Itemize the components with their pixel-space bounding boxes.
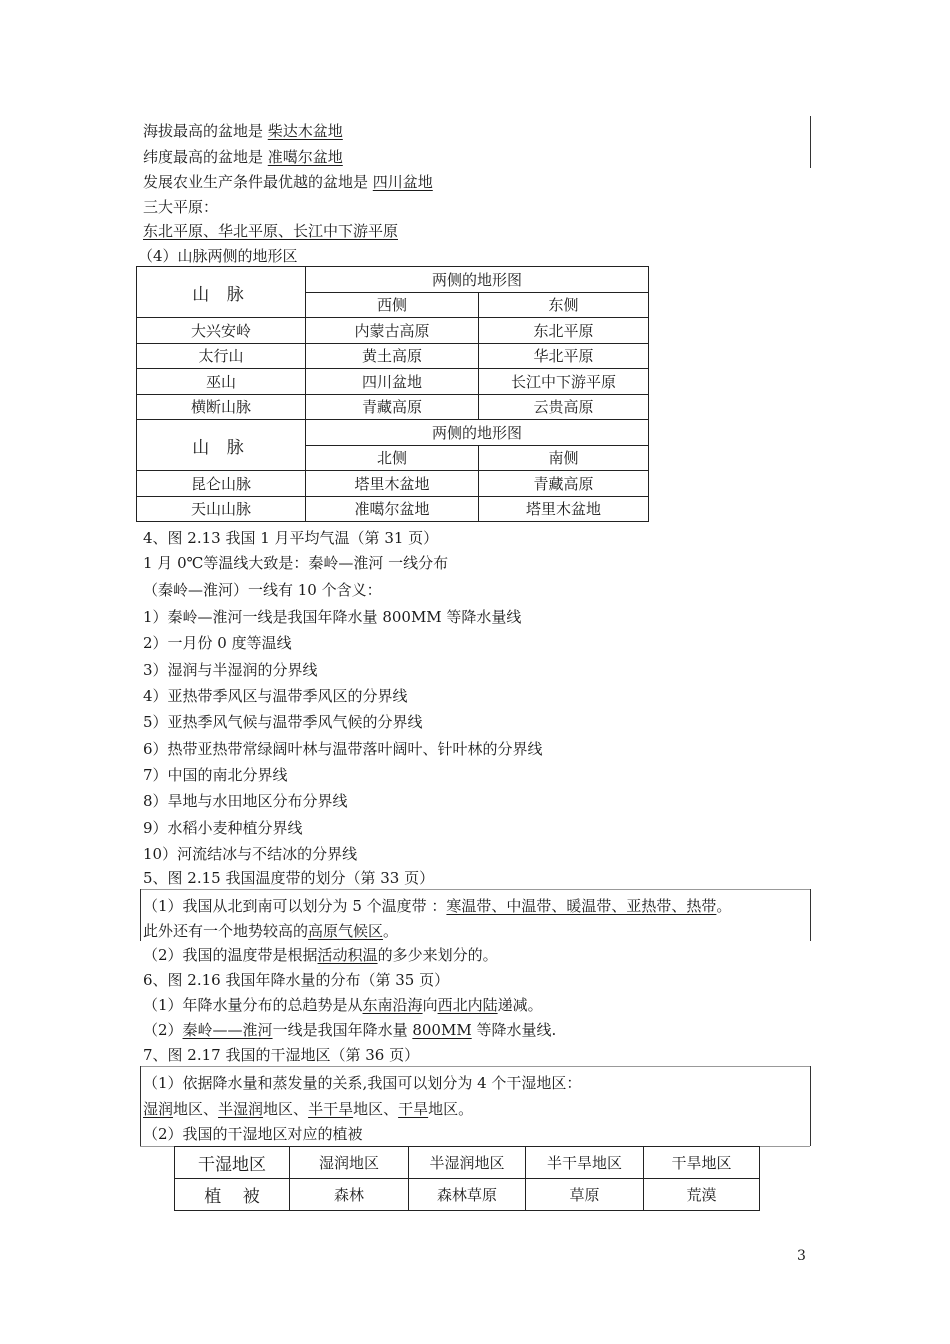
cell-vegetation: 森林草原 <box>409 1179 526 1211</box>
table-row <box>137 318 649 344</box>
cell-mountain: 巫山 <box>137 369 306 395</box>
cell-mountain: 横断山脉 <box>137 394 306 420</box>
cell-west: 青藏高原 <box>306 394 479 420</box>
cell-west: 黄土高原 <box>306 343 479 369</box>
list-item: 9）水稻小麦种植分界线 <box>143 819 303 837</box>
table-row <box>137 496 649 522</box>
table-row <box>137 394 649 420</box>
fig217-zones: 湿润地区、半湿润地区、半干旱地区、干旱地区。 <box>143 1100 474 1118</box>
mountain-section-title: （4）山脉两侧的地形区 <box>138 247 298 265</box>
header-north: 北侧 <box>306 445 479 471</box>
header-east: 东侧 <box>479 292 649 318</box>
box-left-rule-2 <box>140 1066 141 1146</box>
cell-south: 塔里木盆地 <box>479 496 649 522</box>
box-left-rule <box>140 889 141 941</box>
box-top-rule-2 <box>140 1066 810 1067</box>
vegetation-table <box>174 1146 760 1211</box>
fig216-q1: （1）年降水量分布的总趋势是从东南沿海向西北内陆递减。 <box>143 996 543 1014</box>
cell-vegetation: 森林 <box>290 1179 409 1211</box>
fig215-q2: （2）我国的温度带是根据活动积温的多少来划分的。 <box>143 946 498 964</box>
fig215-title: 5、图 2.15 我国温度带的划分（第 33 页） <box>143 869 435 887</box>
basin-highest-line: 海拔最高的盆地是 柴达木盆地 <box>143 122 343 140</box>
list-item: 2）一月份 0 度等温线 <box>143 634 292 652</box>
table-row <box>175 1179 760 1211</box>
cell-vegetation: 草原 <box>526 1179 644 1211</box>
cell-north: 塔里木盆地 <box>306 471 479 497</box>
cell-vegetation: 荒漠 <box>644 1179 760 1211</box>
page-number: 3 <box>797 1248 806 1264</box>
cell-west: 四川盆地 <box>306 369 479 395</box>
cell-mountain: 太行山 <box>137 343 306 369</box>
table-row <box>175 1147 760 1179</box>
mountain-terrain-table <box>136 266 649 522</box>
basin-agri-line: 发展农业生产条件最优越的盆地是 四川盆地 <box>143 173 433 191</box>
table-row <box>137 471 649 497</box>
cell-east: 长江中下游平原 <box>479 369 649 395</box>
header-cell: 半湿润地区 <box>409 1147 526 1179</box>
fig213-title: 4、图 2.13 我国 1 月平均气温（第 31 页） <box>143 529 439 547</box>
box-top-rule <box>140 889 810 890</box>
plains-answer: 东北平原、华北平原、长江中下游平原 <box>143 222 399 240</box>
cell-mountain: 天山山脉 <box>137 496 306 522</box>
cell-east: 东北平原 <box>479 318 649 344</box>
header-mountain-2: 山 脉 <box>137 420 306 471</box>
basin-latitude-line: 纬度最高的盆地是 准噶尔盆地 <box>143 148 343 166</box>
list-item: 4）亚热带季风区与温带季风区的分界线 <box>143 687 408 705</box>
table-row <box>137 343 649 369</box>
cell-mountain: 大兴安岭 <box>137 318 306 344</box>
fig215-q1b: 此外还有一个地势较高的高原气候区。 <box>143 922 399 940</box>
list-item: 3）湿润与半湿润的分界线 <box>143 661 318 679</box>
fig216-title: 6、图 2.16 我国年降水量的分布（第 35 页） <box>143 971 450 989</box>
header-south: 南侧 <box>479 445 649 471</box>
fig217-q1: （1）依据降水量和蒸发量的关系,我国可以划分为 4 个干湿地区： <box>143 1074 582 1092</box>
list-item: 1）秦岭—淮河一线是我国年降水量 800MM 等降水量线 <box>143 608 522 626</box>
fig217-q2: （2）我国的干湿地区对应的植被 <box>143 1125 363 1143</box>
header-mountain: 山 脉 <box>137 267 306 318</box>
fig213-line2: （秦岭—淮河）一线有 10 个含义： <box>143 581 382 599</box>
table-row <box>137 369 649 395</box>
fig217-title: 7、图 2.17 我国的干湿地区（第 36 页） <box>143 1046 420 1064</box>
header-west: 西侧 <box>306 292 479 318</box>
cell-east: 云贵高原 <box>479 394 649 420</box>
fig216-q2: （2）秦岭——淮河一线是我国年降水量 800MM 等降水量线. <box>143 1021 557 1039</box>
margin-bar <box>810 116 811 168</box>
list-item: 5）亚热季风气候与温带季风气候的分界线 <box>143 713 423 731</box>
fig213-line1: 1 月 0℃等温线大致是：秦岭—淮河 一线分布 <box>143 554 449 572</box>
header-cell: 干旱地区 <box>644 1147 760 1179</box>
box-right-rule-2 <box>810 1066 811 1146</box>
list-item: 8）旱地与水田地区分布分界线 <box>143 792 348 810</box>
fig215-q1: （1）我国从北到南可以划分为 5 个温度带 ：寒温带、中温带、暖温带、亚热带、热带。 <box>143 897 732 915</box>
header-group-2: 两侧的地形图 <box>306 420 649 446</box>
box-right-rule <box>810 889 811 941</box>
list-item: 6）热带亚热带常绿阔叶林与温带落叶阔叶、针叶林的分界线 <box>143 740 543 758</box>
cell-mountain: 昆仑山脉 <box>137 471 306 497</box>
cell-north: 准噶尔盆地 <box>306 496 479 522</box>
cell-east: 华北平原 <box>479 343 649 369</box>
row-label: 植 被 <box>175 1179 290 1211</box>
plains-heading: 三大平原： <box>143 198 219 216</box>
list-item: 10）河流结冰与不结冰的分界线 <box>143 845 358 863</box>
list-item: 7）中国的南北分界线 <box>143 766 288 784</box>
cell-west: 内蒙古高原 <box>306 318 479 344</box>
header-cell: 湿润地区 <box>290 1147 409 1179</box>
header-cell: 干湿地区 <box>175 1147 290 1179</box>
header-group: 两侧的地形图 <box>306 267 649 293</box>
cell-south: 青藏高原 <box>479 471 649 497</box>
header-cell: 半干旱地区 <box>526 1147 644 1179</box>
